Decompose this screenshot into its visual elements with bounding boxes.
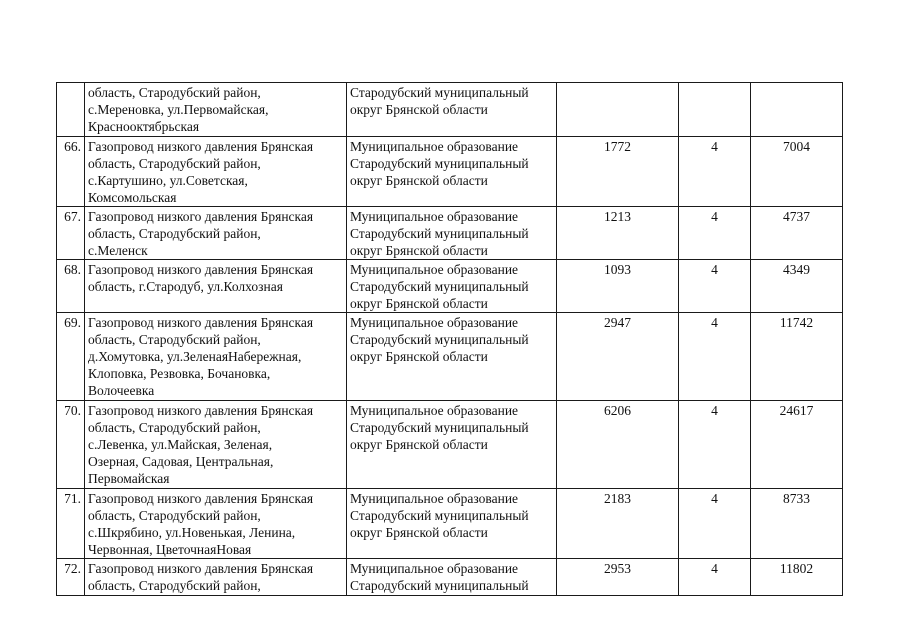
owner-cell: Муниципальное образование Стародубский муниципальный округ Брянской области — [347, 313, 557, 401]
count-cell: 4 — [679, 207, 751, 260]
row-number-cell: 69. — [57, 313, 85, 401]
table-row — [57, 489, 843, 559]
table-row — [57, 207, 843, 260]
object-name-cell: Газопровод низкого давления Брянская область, Стародубский район, — [85, 559, 347, 596]
table-row — [57, 83, 843, 137]
object-name-cell: Газопровод низкого давления Брянская область, г.Стародуб, ул.Колхозная — [85, 260, 347, 313]
owner-cell: Стародубский муниципальный округ Брянской области — [347, 83, 557, 137]
value-cell — [751, 83, 843, 137]
object-name-cell: Газопровод низкого давления Брянская область, Стародубский район, с.Картушино, ул.Советская, Комсомольская — [85, 137, 347, 207]
object-name-cell: Газопровод низкого давления Брянская область, Стародубский район, с.Левенка, ул.Майская, Зеленая, Озерная, Садовая, Центральная, Первомайская — [85, 401, 347, 489]
table-row — [57, 559, 843, 596]
length-cell: 1213 — [557, 207, 679, 260]
count-cell — [679, 83, 751, 137]
row-number-cell — [57, 83, 85, 137]
object-name-cell: Газопровод низкого давления Брянская область, Стародубский район, д.Хомутовка, ул.ЗеленаяНабережная, Клоповка, Резвовка, Бочановка, Волочеевка — [85, 313, 347, 401]
row-number-cell: 68. — [57, 260, 85, 313]
length-cell: 2183 — [557, 489, 679, 559]
value-cell: 8733 — [751, 489, 843, 559]
table-row — [57, 260, 843, 313]
length-cell: 6206 — [557, 401, 679, 489]
length-cell: 2953 — [557, 559, 679, 596]
count-cell: 4 — [679, 313, 751, 401]
count-cell: 4 — [679, 137, 751, 207]
object-name-cell: область, Стародубский район, с.Мереновка, ул.Первомайская, Краснооктябрьская — [85, 83, 347, 137]
owner-cell: Муниципальное образование Стародубский муниципальный — [347, 559, 557, 596]
owner-cell: Муниципальное образование Стародубский муниципальный округ Брянской области — [347, 489, 557, 559]
row-number-cell: 70. — [57, 401, 85, 489]
length-cell: 1093 — [557, 260, 679, 313]
table-row — [57, 401, 843, 489]
value-cell: 24617 — [751, 401, 843, 489]
value-cell: 4349 — [751, 260, 843, 313]
value-cell: 7004 — [751, 137, 843, 207]
value-cell: 11802 — [751, 559, 843, 596]
object-name-cell: Газопровод низкого давления Брянская область, Стародубский район, с.Меленск — [85, 207, 347, 260]
count-cell: 4 — [679, 401, 751, 489]
length-cell — [557, 83, 679, 137]
object-name-cell: Газопровод низкого давления Брянская область, Стародубский район, с.Шкрябино, ул.Новенькая, Ленина, Червонная, ЦветочнаяНовая — [85, 489, 347, 559]
table-row — [57, 313, 843, 401]
table-row — [57, 137, 843, 207]
row-number-cell: 66. — [57, 137, 85, 207]
count-cell: 4 — [679, 489, 751, 559]
owner-cell: Муниципальное образование Стародубский муниципальный округ Брянской области — [347, 207, 557, 260]
count-cell: 4 — [679, 260, 751, 313]
owner-cell: Муниципальное образование Стародубский муниципальный округ Брянской области — [347, 260, 557, 313]
row-number-cell: 72. — [57, 559, 85, 596]
length-cell: 2947 — [557, 313, 679, 401]
value-cell: 11742 — [751, 313, 843, 401]
gas-pipeline-table — [56, 82, 843, 596]
row-number-cell: 67. — [57, 207, 85, 260]
length-cell: 1772 — [557, 137, 679, 207]
owner-cell: Муниципальное образование Стародубский муниципальный округ Брянской области — [347, 401, 557, 489]
value-cell: 4737 — [751, 207, 843, 260]
count-cell: 4 — [679, 559, 751, 596]
row-number-cell: 71. — [57, 489, 85, 559]
owner-cell: Муниципальное образование Стародубский муниципальный округ Брянской области — [347, 137, 557, 207]
